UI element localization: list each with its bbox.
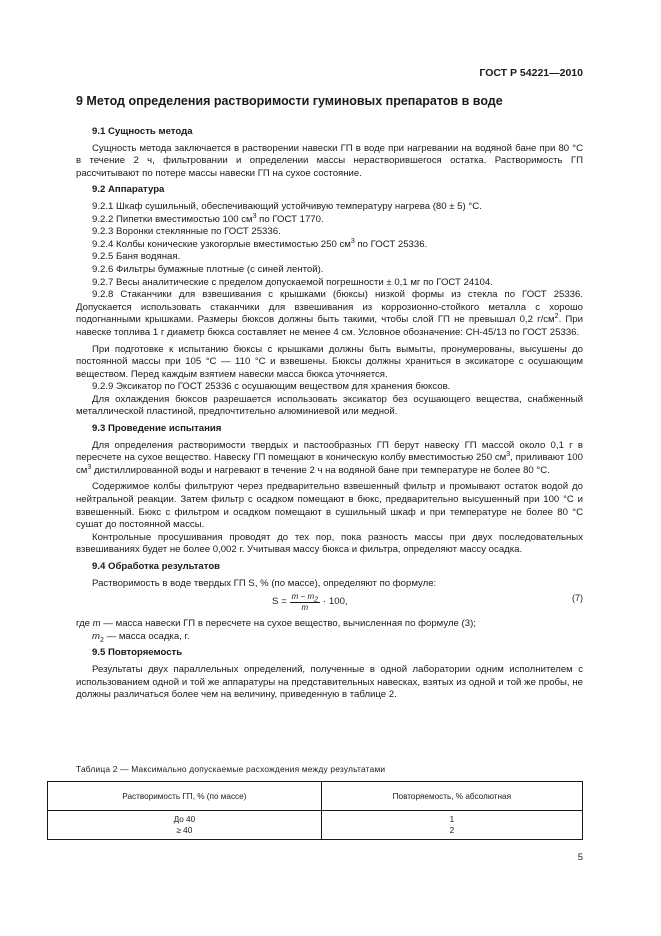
table-header-solubility: Растворимость ГП, % (по массе) bbox=[48, 782, 322, 811]
paragraph: Содержимое колбы фильтруют через предварительно взвешенный фильтр и промывают остаток водой до нейтральной реакции. Затем фильтр с осадком помещают в бюкс, предварительно высушенный при 100 °С и взвешенный. Бюкс с фильтром и осадком помещают в сушильный шкаф и при температуре не более 80 °С сушат до постоянной массы. bbox=[76, 481, 583, 531]
subsection-title-9-5: 9.5 Повторяемость bbox=[92, 647, 183, 659]
list-item: 9.2.6 Фильтры бумажные плотные (с синей лентой). bbox=[92, 263, 324, 275]
document-header: ГОСТ Р 54221—2010 bbox=[479, 67, 583, 79]
paragraph: Для охлаждения бюксов разрешается использовать эксикатор без осушающего вещества, снабженный металлической пластиной, предпочтительно алюминиевой или медной. bbox=[76, 393, 583, 418]
list-item: 9.2.8 Стаканчики для взвешивания с крышками (бюксы) низкой формы из стекла по ГОСТ 25336. Допускается использовать стаканчики для взвешивания из коррозионно-стойкого металла с хорошо подогнанными крышками. Размеры бюксов должны быть такими, чтобы слой ГП не превышал 0,2 $г/см^2$. При навеске топлива 1 г диаметр бюкса составляет не менее 4 см. Условное обозначение: СН-45/13 по ГОСТ 25336. bbox=[76, 289, 583, 338]
fraction-denominator: m bbox=[301, 603, 309, 613]
table-cell-repeatability: 1 2 bbox=[321, 811, 582, 840]
formula-expression: S = $\frac{m - m_2}{m}$ · 100, bbox=[272, 592, 348, 613]
page-number: 5 bbox=[577, 852, 583, 863]
list-item: 9.2.7 Весы аналитические с пределом допускаемой погрешности ± 0,1 мг по ГОСТ 24104. bbox=[92, 276, 493, 288]
table-caption: Таблица 2 — Максимально допускаемые расхождения между результатами bbox=[76, 764, 386, 774]
subsection-title-9-2: 9.2 Аппаратура bbox=[92, 184, 165, 196]
where-line: где m — масса навески ГП в пересчете на сухое вещество, вычисленная по формуле (3); bbox=[76, 618, 476, 630]
list-item: 9.2.9 Эксикатор по ГОСТ 25336 с осушающим веществом для хранения бюксов. bbox=[92, 381, 451, 393]
list-item: 9.2.4 Колбы конические узкогорлые вместимостью 250 $см^3$ по ГОСТ 25336. bbox=[92, 237, 428, 250]
list-item: 9.2.2 Пипетки вместимостью 100 $см^3$ по ГОСТ 1770. bbox=[92, 212, 324, 225]
paragraph: Контрольные просушивания проводят до тех пор, пока разность массы при двух последовательных взвешиваниях будет не более 0,002 г. Учитывая массу бюкса и фильтра, определяют массу осадка. bbox=[76, 531, 583, 556]
section-title: 9 Метод определения растворимости гуминовых препаратов в воде bbox=[76, 94, 503, 108]
subsection-title-9-1: 9.1 Сущность метода bbox=[92, 126, 193, 137]
list-item: 9.2.1 Шкаф сушильный, обеспечивающий устойчивую температуру нагрева (80 ± 5) °С. bbox=[92, 200, 482, 212]
subsection-title-9-3: 9.3 Проведение испытания bbox=[92, 423, 222, 435]
formula-number: (7) bbox=[572, 593, 583, 604]
paragraph: Сущность метода заключается в растворении навески ГП в воде при нагревании на водяной бане при 80 °С в течение 2 ч, фильтровании и определении массы нерастворившегося остатка. Растворимость ГП рассчитывают по потере массы навески ГП на сухое состояние. bbox=[76, 142, 583, 179]
document-body bbox=[76, 126, 583, 702]
table-2 bbox=[47, 781, 583, 840]
table-row bbox=[48, 811, 583, 840]
paragraph: Растворимость в воде твердых ГП S, % (по массе), определяют по формуле: bbox=[92, 577, 437, 589]
table-cell-solubility: До 40 ≥ 40 bbox=[48, 811, 322, 840]
paragraph: Результаты двух параллельных определений, полученные в одной лаборатории одним исполнителем с использованием одной и той же аппаратуры на представительных навесках, взятых из одной и той же пробы, не должны различаться более чем на величину, приведенную в таблице 2. bbox=[76, 663, 583, 701]
formula-fraction bbox=[290, 592, 320, 613]
list-item: 9.2.5 Баня водяная. bbox=[92, 251, 181, 263]
formula-7 bbox=[76, 590, 583, 618]
paragraph: Для определения растворимости твердых и пастообразных ГП берут навеску ГП массой около 0,1 г в пересчете на сухое вещество. Навеску ГП помещают в коническую колбу вместимостью 250 $см^3$, приливают 100 $см^3$ дистиллированной воды и нагревают в течение 2 ч на водяной бане при температуре не более 80 °С. bbox=[76, 439, 583, 476]
where-line: $m_2$ — масса осадка, г. bbox=[92, 630, 190, 644]
fraction-numerator: $m - m_2$ bbox=[291, 592, 319, 604]
paragraph: При подготовке к испытанию бюксы с крышками должны быть вымыты, пронумерованы, высушены до постоянной массы при 105 °С — 110 °С и взвешены. Бюксы должны храниться в эксикаторе с осушающим веществом. Перед каждым взятием навески масса бюкса уточняется. bbox=[76, 343, 583, 380]
list-item: 9.2.3 Воронки стеклянные по ГОСТ 25336. bbox=[92, 226, 281, 238]
table-header-repeatability: Повторяемость, % абсолютная bbox=[321, 782, 582, 811]
subsection-title-9-4: 9.4 Обработка результатов bbox=[92, 561, 221, 572]
